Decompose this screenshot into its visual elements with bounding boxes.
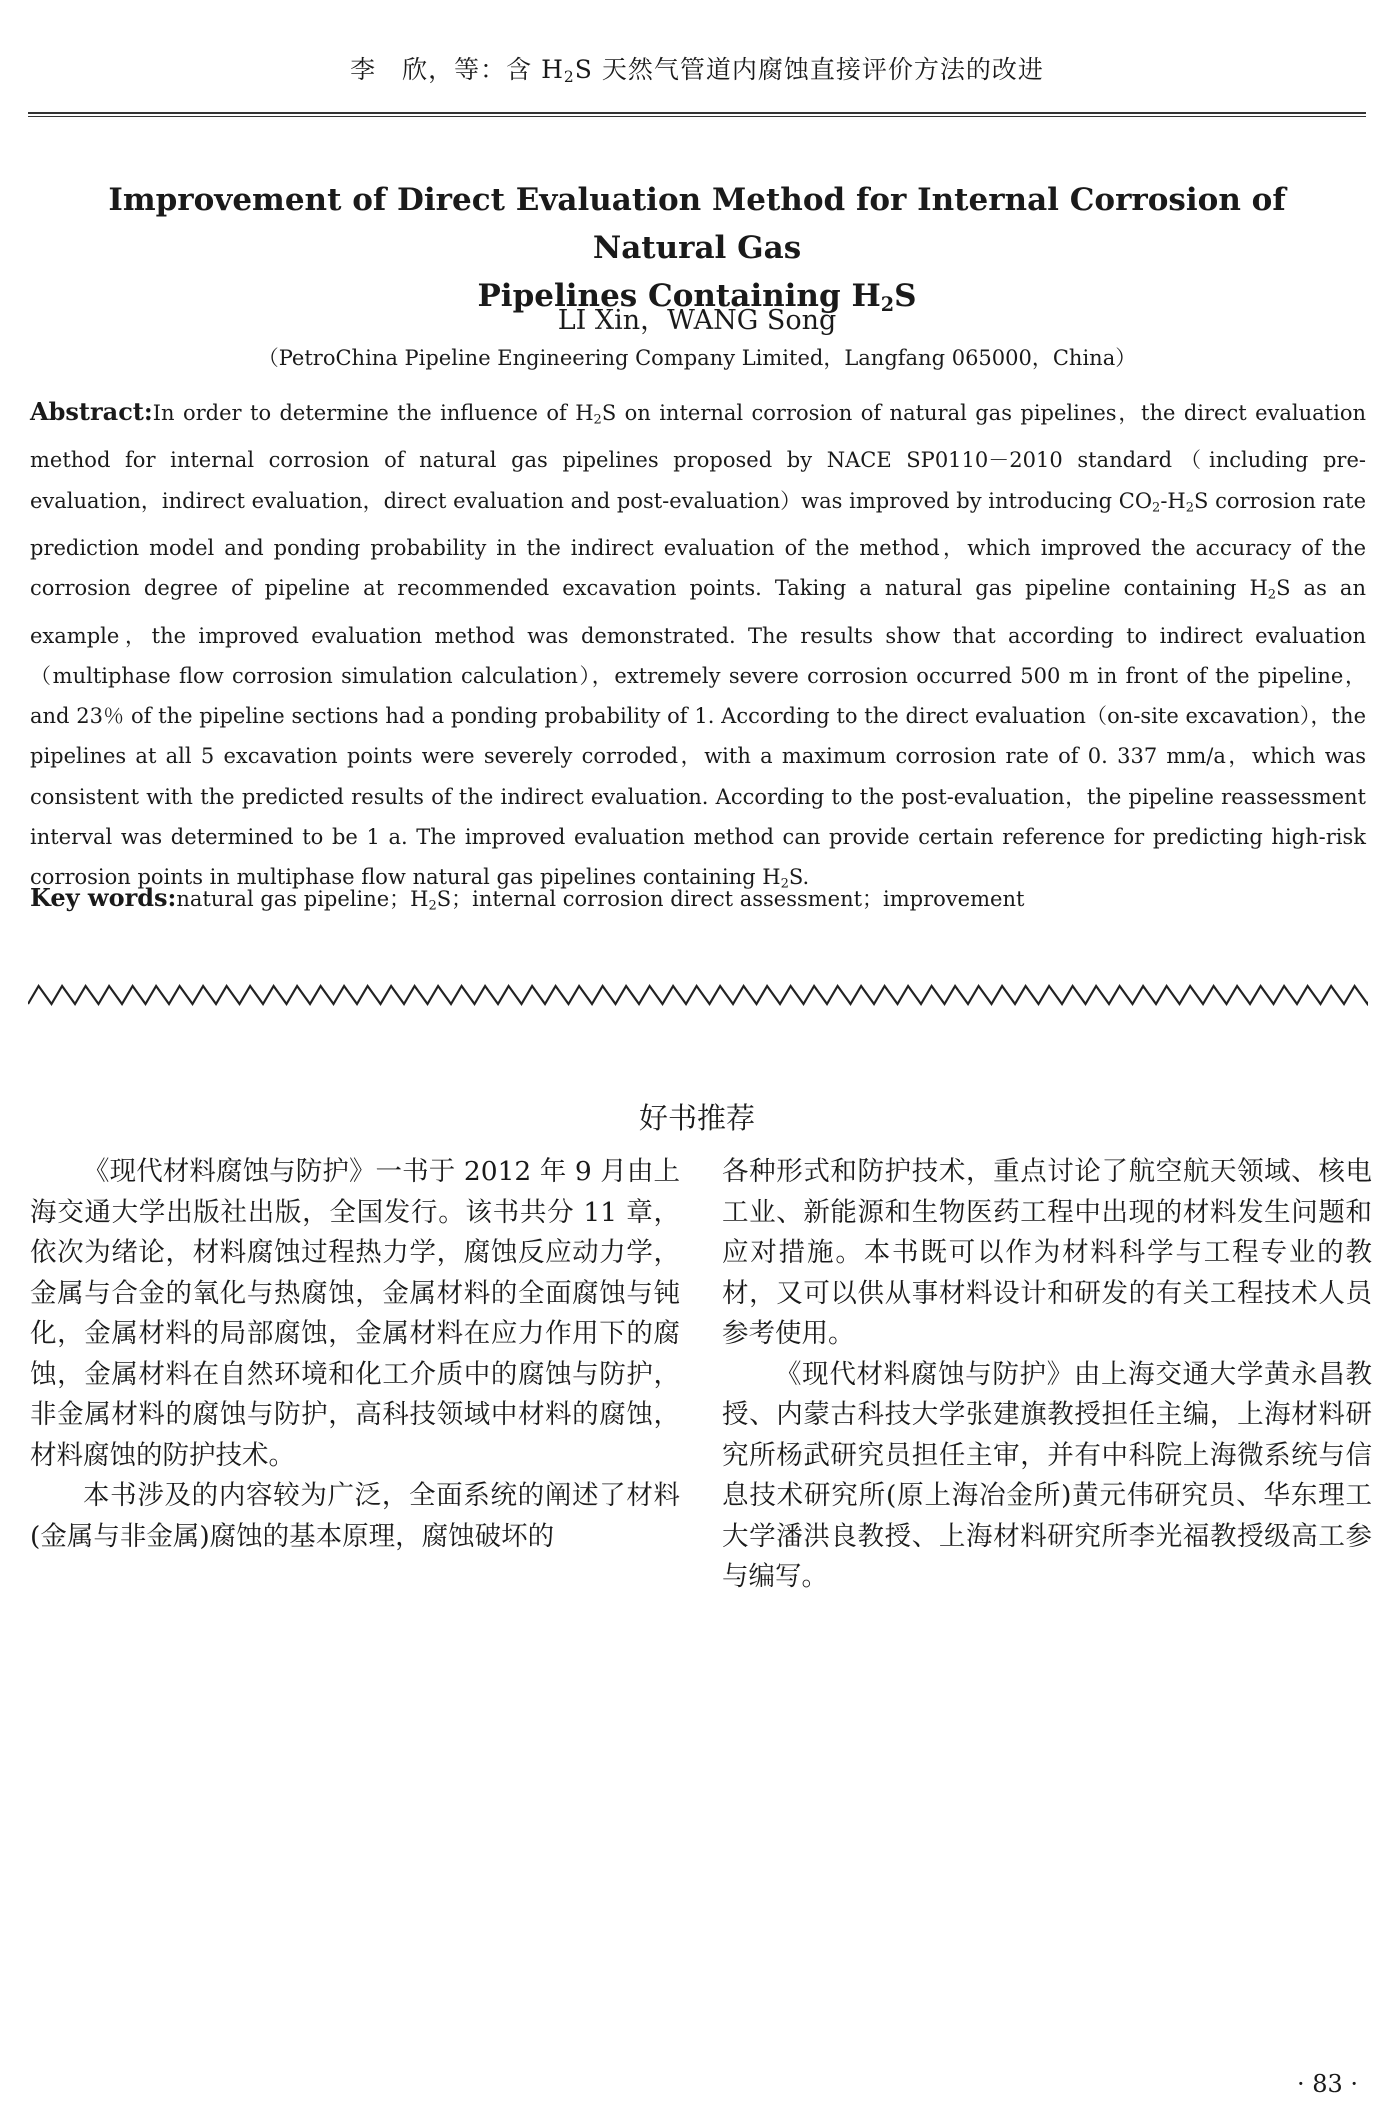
- abstract-sub-1: 2: [593, 412, 602, 428]
- section-title: 好书推荐: [638, 1101, 755, 1135]
- running-head-text-end: S 天然气管道内腐蚀直接评价方法的改进: [574, 55, 1044, 84]
- keywords-label: Key words:: [30, 883, 177, 912]
- keywords: [30, 878, 1366, 926]
- abstract-label: Abstract:: [30, 397, 153, 426]
- running-head-text: 李 欣，等：含 H: [350, 55, 564, 84]
- abstract-text-5: S as an example，the improved evaluation method was demonstrated. The results show that according to indirect evaluation（multiphase flow corrosion simulation calculation），extremely severe corrosion occurred 500 m in front of the pipeline，and 23％ of the pipeline sections had a ponding probability of 1. According to the direct evaluation（on-site excavation），the pipelines at all 5 excavation points were severely corroded，with a maximum corrosion rate of 0. 337 mm/a，which was consistent with the predicted results of the indirect evaluation. According to the post-evaluation，the pipeline reassessment interval was determined to be 1 a. The improved evaluation method can provide certain reference for predicting high-risk corrosion points in multiphase flow natural gas pipelines containing H: [30, 576, 1366, 889]
- page-number: · 83 ·: [1296, 2070, 1358, 2098]
- abstract-sub-5: 2: [780, 876, 789, 892]
- running-head: [28, 50, 1366, 106]
- abstract-text-1: In order to determine the influence of H: [152, 401, 594, 425]
- title-line-1: Improvement of Direct Evaluation Method for Internal Corrosion of Natural Gas: [108, 182, 1286, 266]
- book-paragraph: 各种形式和防护技术，重点讨论了航空航天领域、核电工业、新能源和生物医药工程中出现的材料发生问题和应对措施。本书既可以作为材料科学与工程专业的教材，又可以供从事材料设计和研发的有关工程技术人员参考使用。: [722, 1156, 1372, 1349]
- title-subscript: 2: [880, 292, 895, 316]
- running-head-subscript: 2: [563, 67, 575, 86]
- abstract-sub-4: 2: [1267, 587, 1277, 603]
- title-line-2-end: S: [894, 278, 917, 314]
- header-rule: [28, 112, 1366, 114]
- abstract-sub-3: 2: [1185, 499, 1195, 515]
- keywords-text-end: S；internal corrosion direct assessment；improvement: [436, 887, 1025, 911]
- abstract: [30, 392, 1366, 904]
- abstract-text-2: S on internal corrosion of natural gas pipelines，the direct evaluation method for internal corrosion of natural gas pipelines proposed by NACE SP0110－2010 standard（including pre-evaluation，indirect evaluation，direct evaluation and post-evaluation）was improved by introducing CO: [30, 401, 1366, 513]
- keywords-subscript: 2: [428, 898, 437, 914]
- wavy-divider: [28, 980, 1368, 1010]
- abstract-sub-2: 2: [1152, 499, 1161, 515]
- book-column-right: [722, 1152, 1372, 1598]
- abstract-text-3: -H: [1160, 488, 1186, 513]
- book-paragraph: 《现代材料腐蚀与防护》由上海交通大学黄永昌教授、内蒙古科技大学张建旗教授担任主编，上海材料研究所杨武研究员担任主审，并有中科院上海微系统与信息技术研究所(原上海冶金所)黄元伟研究员、华东理工大学潘洪良教授、上海材料研究所李光福教授级高工参与编写。: [722, 1358, 1372, 1592]
- book-column-left: [30, 1152, 680, 1557]
- title-line-2-text: Pipelines Containing H: [477, 278, 881, 314]
- book-paragraph: 《现代材料腐蚀与防护》一书于 2012 年 9 月由上海交通大学出版社出版，全国发行。该书共分 11 章，依次为绪论，材料腐蚀过程热力学，腐蚀反应动力学，金属与合金的氧化与热腐蚀，金属材料的全面腐蚀与钝化，金属材料的局部腐蚀，金属材料在应力作用下的腐蚀，金属材料在自然环境和化工介质中的腐蚀与防护，非金属材料的腐蚀与防护，高科技领域中材料的腐蚀，材料腐蚀的防护技术。: [30, 1156, 680, 1471]
- keywords-text: natural gas pipeline；H: [176, 887, 429, 911]
- abstract-text-6: S.: [788, 864, 810, 889]
- abstract-text-4: S corrosion rate prediction model and ponding probability in the indirect evaluation of the method，which improved the accuracy of the corrosion degree of pipeline at recommended excavation points. Taking a natural gas pipeline containing H: [30, 488, 1367, 601]
- book-paragraph: 本书涉及的内容较为广泛，全面系统的阐述了材料(金属与非金属)腐蚀的基本原理，腐蚀破坏的: [30, 1480, 680, 1552]
- header-rule-thin: [28, 116, 1366, 117]
- authors: LI Xin，WANG Song: [557, 305, 837, 336]
- affiliation: （PetroChina Pipeline Engineering Company Limited，Langfang 065000，China）: [257, 346, 1137, 370]
